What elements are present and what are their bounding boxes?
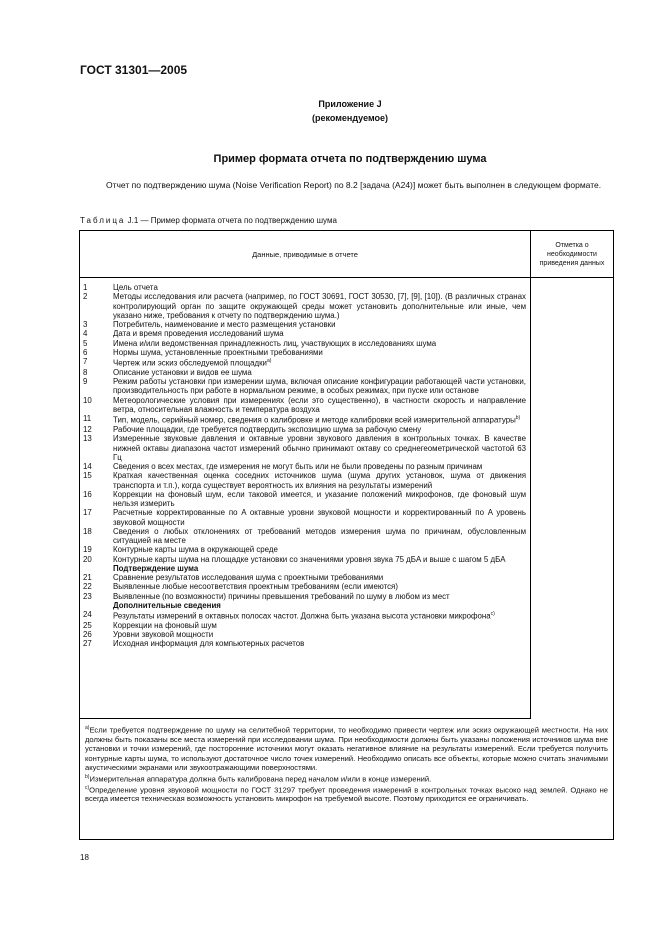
row-number: 8 [83, 367, 88, 377]
row-number: 13 [83, 434, 92, 444]
annex-title: Приложение J [318, 99, 382, 109]
table-row [83, 425, 526, 434]
row-text: Цель отчета [113, 283, 158, 292]
row-number: 25 [83, 620, 92, 630]
row-number: 3 [83, 320, 88, 329]
row-number: 4 [83, 329, 88, 339]
row-text: Методы исследования или расчета (например, по ГОСТ 30691, ГОСТ 30530, [7], [9], [10]). (В различных странах контролирующий орган по защите окружающей среды может установить дополнительные или иные, чем указано ниже, требования к отчету по подтверждению шума.) [113, 292, 526, 320]
footnote [85, 724, 608, 773]
row-number: 19 [83, 545, 92, 555]
row-number [83, 601, 113, 610]
table-body-data [80, 277, 531, 719]
row-text: Краткая качественная оценка соседних источников шума (шума других установок, шума от движения транспорта и т.п.), когда существует вероятность их влияния на результаты измерений [113, 471, 526, 490]
row-text: Сведения о любых отклонениях от требований методов измерения шума по причинам, обусловленным ситуацией на месте [113, 526, 526, 545]
row-text: Нормы шума, установленные проектными требованиями [113, 347, 323, 357]
row-text: Подтверждение шума [113, 563, 199, 573]
table-row [83, 610, 526, 621]
table-row [83, 329, 526, 338]
page-number: 18 [80, 853, 89, 862]
row-number [83, 564, 113, 573]
table-row [83, 434, 526, 462]
row-text: Дополнительные сведения [113, 600, 221, 610]
row-text: Метеорологические условия при измерениях (если это существенно), в частности скорость и направление ветра, относительная влажность и температура воздуха [113, 395, 526, 414]
footnote-text: Определение уровня звуковой мощности по ГОСТ 31297 требует проведения измерений в контрольных точках высоко над землей. Однако не всегда имеется техническая возможность установить микрофон на требуемой высоте. Поэтому приходится ее ограничивать. [85, 785, 608, 804]
annex-heading [150, 97, 550, 125]
table-row [83, 545, 526, 554]
footnote-text: Если требуется подтверждение по шуму на селитебной территории, то необходимо привести чертеж или эскиз окружающей местности. На них должны быть показаны все места измерений при исследовании шума. При необходимости должны быть указаны положения источников шума вне установки и точки измерений, где посторонние источники могут оказать негативное влияние на результаты измерений. Если требуется получить контурные карты шума, то используют достаточное число точек измерений. Необходимо описать все объекты, которые можно считать значимыми акустическими экранами или звукоотражающими поверхностями. [85, 725, 608, 773]
intro-paragraph: Отчет по подтверждению шума (Noise Verification Report) по 8.2 [задача (A24)] может быть выполнен в следующем формате. [106, 180, 602, 190]
row-number: 27 [83, 639, 92, 649]
row-number: 16 [83, 489, 92, 499]
table-row [83, 555, 526, 564]
row-text: Исходная информация для компьютерных расчетов [113, 639, 305, 649]
table-row [83, 490, 526, 509]
row-text: Результаты измерений в октавных полосах частот. Должна быть указана высота установки микрофона$^{c)}$ [113, 611, 495, 621]
row-text: Тип, модель, серийный номер, сведения о калибровке и методе калибровки всей измерительной аппаратуры$^{b)}$ [113, 415, 521, 425]
row-text: Выявленные любые несоответствия проектным требованиям (если имеются) [113, 582, 398, 592]
table-row [83, 592, 526, 601]
annex-subtitle: (рекомендуемое) [312, 113, 388, 123]
row-text: Выявленные (по возможности) причины превышения требований по шуму в любом из мест [113, 591, 450, 601]
row-number: 5 [83, 338, 88, 348]
row-text: Режим работы установки при измерении шума, включая описание конфигурации работающей части установки, производительность при работе в нормальном режиме, в особых режимах, при пуске или останове [113, 377, 526, 396]
row-text: Уровни звуковой мощности [113, 630, 214, 640]
table-row [83, 573, 526, 582]
row-number: 2 [83, 292, 88, 302]
footnote-mark: b) [85, 773, 90, 780]
row-number: 26 [83, 630, 92, 640]
table-body-mark [530, 277, 614, 718]
row-number: 11 [83, 414, 92, 424]
row-number: 15 [83, 471, 92, 481]
table-rows [83, 283, 526, 649]
table-row [83, 462, 526, 471]
report-table [79, 230, 614, 840]
table-row [83, 348, 526, 357]
table-footnotes [80, 718, 613, 804]
table-row [83, 471, 526, 490]
footnote-text: Измерительная аппаратура должна быть калибрована перед началом и/или в конце измерений. [89, 774, 432, 784]
row-text: Сравнение результатов исследования шума с проектными требованиями [113, 573, 384, 582]
table-row [83, 377, 526, 396]
table-header-mark: Отметка о необходимости приведения данных [530, 231, 614, 278]
table-caption-prefix: Таблица [80, 216, 126, 225]
row-number: 20 [83, 554, 92, 564]
row-number: 10 [83, 395, 92, 405]
footnote [85, 784, 608, 804]
footnote-ref: b) [515, 415, 521, 422]
table-row [83, 630, 526, 639]
table-row [83, 414, 526, 425]
footnote-ref: а) [266, 358, 272, 364]
row-text: Рабочие площадки, где требуется подтвердить экспозицию шума за рабочую смену [113, 425, 422, 434]
row-number: 24 [83, 610, 92, 619]
table-caption [80, 216, 337, 225]
row-number: 9 [83, 377, 88, 387]
row-number: 6 [83, 347, 88, 357]
row-text: Контурные карты шума в окружающей среде [113, 545, 278, 555]
row-number: 18 [83, 526, 92, 536]
row-number: 23 [83, 591, 92, 601]
table-subheading [83, 564, 526, 573]
table-subheading [83, 601, 526, 610]
row-number: 17 [83, 508, 92, 518]
table-row [83, 292, 526, 320]
table-caption-text: J.1 — Пример формата отчета по подтверждению шума [127, 216, 337, 225]
table-row [83, 621, 526, 630]
page-title: Пример формата отчета по подтверждению шума [213, 153, 487, 165]
row-number: 1 [83, 283, 88, 292]
document-code: ГОСТ 31301—2005 [80, 63, 188, 77]
table-row [83, 320, 526, 329]
row-text: Коррекции на фоновый шум [113, 620, 217, 630]
row-text: Имена и/или ведомственная принадлежность лиц, участвующих в исследованиях шума [113, 338, 437, 348]
row-text: Сведения о всех местах, где измерения не могут быть или не были проведены по разным причинам [113, 462, 483, 471]
table-row [83, 508, 526, 527]
footnote-mark: а) [85, 725, 90, 731]
table-row [83, 527, 526, 546]
row-number: 14 [83, 462, 92, 471]
table-row [83, 396, 526, 415]
table-header-data: Данные, приводимые в отчете [80, 231, 531, 278]
table-row [83, 283, 526, 292]
row-text: Измеренные звуковые давления и октавные уровни звукового давления в контрольных точках. В качестве нижней октавы диапазона частот измерений обычно принимают октаву со среднегеометрической частотой 63 Гц [113, 434, 526, 462]
footnote [85, 773, 608, 784]
row-number: 7 [83, 357, 88, 366]
table-row [83, 357, 526, 368]
footnote-ref: c) [490, 611, 495, 617]
row-text: Коррекции на фоновый шум, если таковой имеется, и указание положений микрофонов, где фоновый шум нельзя измерить [113, 489, 526, 508]
row-number: 12 [83, 425, 92, 434]
footnote-mark: c) [85, 784, 90, 791]
row-text: Потребитель, наименование и место размещения установки [113, 320, 336, 329]
row-text: Расчетные корректированные по A октавные уровни звуковой мощности и корректированный по A уровень звуковой мощности [113, 508, 526, 527]
row-text: Чертеж или эскиз обследуемой площадки$^{а)}$ [113, 358, 272, 368]
table-row [83, 368, 526, 377]
row-text: Контурные карты шума на площадке установки со значениями уровня звука 75 дБA и выше с шагом 5 дБA [113, 554, 506, 564]
row-number: 21 [83, 573, 92, 582]
table-row [83, 582, 526, 591]
row-text: Описание установки и видов ее шума [113, 367, 252, 377]
row-number: 22 [83, 582, 92, 592]
table-row [83, 339, 526, 348]
row-text: Дата и время проведения исследований шума [113, 329, 284, 339]
table-row [83, 639, 526, 648]
